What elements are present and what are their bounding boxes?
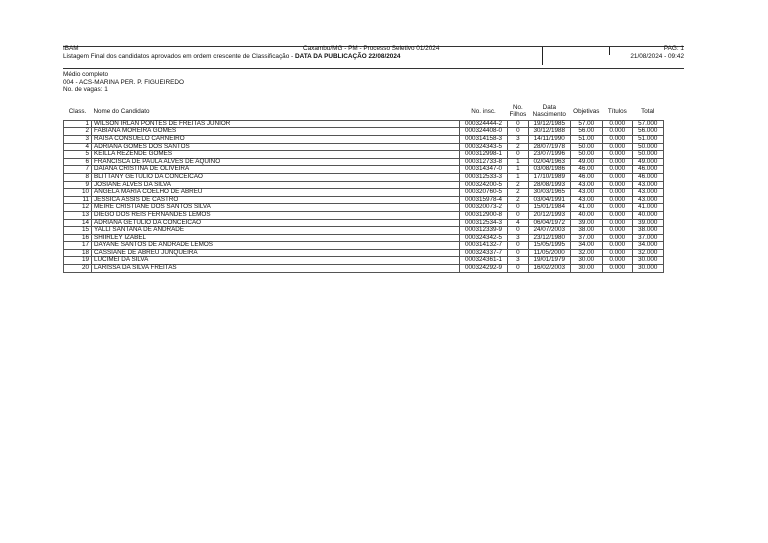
cell-tit: 0.000	[602, 249, 632, 257]
results-table	[63, 103, 664, 273]
cell-nasc: 28/08/1993	[528, 181, 570, 189]
cell-obj: 34.00	[570, 242, 602, 250]
cell-obj: 57.00	[570, 120, 602, 128]
header-bottom-rule	[63, 68, 684, 69]
col-insc: No. insc.	[471, 107, 496, 115]
cell-obj: 32.00	[570, 249, 602, 257]
cell-name: ANGELA MARIA COELHO DE ABREU	[92, 189, 460, 197]
col-tit: Títulos	[607, 107, 627, 115]
cell-total: 43.000	[632, 189, 663, 197]
cell-nasc: 03/04/1991	[528, 196, 570, 204]
cell-tit: 0.000	[602, 189, 632, 197]
org-name: IBAM	[63, 45, 79, 52]
cell-obj: 43.00	[570, 189, 602, 197]
cell-tit: 0.000	[602, 173, 632, 181]
cell-total: 37.000	[632, 234, 663, 242]
cell-insc: 000320760-5	[460, 189, 508, 197]
cell-nasc: 15/01/1984	[528, 204, 570, 212]
cell-nasc: 30/03/1965	[528, 189, 570, 197]
cell-tit: 0.000	[602, 227, 632, 235]
cell-tit: 0.000	[602, 143, 632, 151]
document-page	[63, 45, 684, 273]
education-level: Médio completo	[63, 71, 109, 78]
table-body	[64, 120, 664, 272]
cell-tit: 0.000	[602, 158, 632, 166]
cell-tit: 0.000	[602, 242, 632, 250]
cell-insc: 000320073-2	[460, 204, 508, 212]
cell-tit: 0.000	[602, 265, 632, 273]
cell-insc: 000314158-3	[460, 135, 508, 143]
cell-total: 51.000	[632, 135, 663, 143]
col-obj: Objetivas	[573, 107, 600, 115]
cell-insc: 000324292-9	[460, 265, 508, 273]
cell-nasc: 30/12/1988	[528, 128, 570, 136]
cell-total: 30.000	[632, 265, 663, 273]
cell-nasc: 17/10/1989	[528, 173, 570, 181]
cell-nasc: 16/02/2003	[528, 265, 570, 273]
cell-insc: 000324200-5	[460, 181, 508, 189]
cell-total: 49.000	[632, 158, 663, 166]
cell-obj: 37.00	[570, 234, 602, 242]
cell-name: KEILLA REZENDE GOMES	[92, 151, 460, 159]
cell-total: 46.000	[632, 173, 663, 181]
report-header	[63, 45, 684, 71]
cell-class: 20	[64, 265, 92, 273]
cell-tit: 0.000	[602, 166, 632, 174]
cell-tit: 0.000	[602, 196, 632, 204]
cell-total: 56.000	[632, 128, 663, 136]
cell-insc: 000312339-9	[460, 227, 508, 235]
cell-class: 3	[64, 135, 92, 143]
cell-tit: 0.000	[602, 211, 632, 219]
cell-nasc: 24/07/2003	[528, 227, 570, 235]
cell-class: 5	[64, 151, 92, 159]
cell-total: 38.000	[632, 227, 663, 235]
table-row	[64, 265, 664, 273]
cell-insc: 000314347-0	[460, 166, 508, 174]
cell-obj: 46.00	[570, 166, 602, 174]
cell-filhos: 2	[508, 181, 529, 189]
cell-filhos: 0	[508, 249, 529, 257]
cell-filhos: 0	[508, 242, 529, 250]
cell-obj: 51.00	[570, 135, 602, 143]
table-row	[64, 227, 664, 235]
col-nasc-line1: Data	[542, 104, 556, 112]
cell-filhos: 0	[508, 227, 529, 235]
cell-total: 43.000	[632, 196, 663, 204]
cell-nasc: 15/05/1995	[528, 242, 570, 250]
cell-filhos: 2	[508, 143, 529, 151]
cell-class: 4	[64, 143, 92, 151]
cell-name: DAIANA CRISTINA DE OLIVEIRA	[92, 166, 460, 174]
cell-insc: 000324337-7	[460, 249, 508, 257]
cell-class: 19	[64, 257, 92, 265]
cell-obj: 49.00	[570, 158, 602, 166]
subtitle-text: Listagem Final dos candidatos aprovados em ordem crescente de Classificação -	[63, 53, 295, 60]
cell-obj: 41.00	[570, 204, 602, 212]
cell-tit: 0.000	[602, 135, 632, 143]
cell-class: 9	[64, 181, 92, 189]
cell-obj: 43.00	[570, 181, 602, 189]
cell-obj: 50.00	[570, 151, 602, 159]
cell-name: WILSON IRLAN PONTES DE FREITAS JUNIOR	[92, 120, 460, 128]
cell-class: 6	[64, 158, 92, 166]
cell-name: DAYANE SANTOS DE ANDRADE LEMOS	[92, 242, 460, 250]
cell-obj: 30.00	[570, 265, 602, 273]
cell-class: 8	[64, 173, 92, 181]
cell-total: 43.000	[632, 181, 663, 189]
cell-tit: 0.000	[602, 204, 632, 212]
table-header-row	[64, 103, 664, 121]
header-right	[630, 45, 684, 61]
cell-obj: 39.00	[570, 219, 602, 227]
cell-nasc: 14/11/1990	[528, 135, 570, 143]
position-name: 004 - ACS-MARINA PER. P. FIGUEIREDO	[63, 78, 184, 86]
cell-total: 34.000	[632, 242, 663, 250]
cell-filhos: 0	[508, 204, 529, 212]
cell-total: 41.000	[632, 204, 663, 212]
col-nasc-line2: Nascimento	[532, 111, 566, 119]
cell-name: BLITTANY GETULIO DA CONCEICAO	[92, 173, 460, 181]
cell-insc: 000324444-2	[460, 120, 508, 128]
cell-nasc: 11/05/2000	[528, 249, 570, 257]
position-info	[63, 71, 684, 94]
table-row	[64, 173, 664, 181]
col-filhos-line1: No.	[512, 104, 523, 112]
cell-insc: 000315978-4	[460, 196, 508, 204]
cell-obj: 50.00	[570, 143, 602, 151]
table-row	[64, 135, 664, 143]
cell-obj: 56.00	[570, 128, 602, 136]
cell-filhos: 0	[508, 128, 529, 136]
cell-insc: 000312533-3	[460, 173, 508, 181]
cell-tit: 0.000	[602, 234, 632, 242]
cell-insc: 000312733-8	[460, 158, 508, 166]
cell-obj: 30.00	[570, 257, 602, 265]
col-nasc	[528, 103, 570, 121]
publication-date: DATA DA PUBLICAÇÃO 22/08/2024	[294, 53, 401, 60]
cell-tit: 0.000	[602, 128, 632, 136]
cell-total: 46.000	[632, 166, 663, 174]
table-row	[64, 211, 664, 219]
cell-filhos: 4	[508, 219, 529, 227]
cell-nasc: 20/12/1993	[528, 211, 570, 219]
cell-class: 1	[64, 120, 92, 128]
col-total: Total	[641, 107, 655, 115]
col-name: Nome do Candidato	[93, 107, 150, 115]
cell-filhos: 0	[508, 265, 529, 273]
report-subtitle	[63, 53, 400, 61]
cell-filhos: 2	[508, 196, 529, 204]
cell-class: 2	[64, 128, 92, 136]
cell-filhos: 3	[508, 234, 529, 242]
cell-total: 30.000	[632, 257, 663, 265]
vacancy-count: No. de vagas: 1	[63, 86, 108, 94]
cell-name: LARISSA DA SILVA FREITAS	[92, 265, 460, 273]
cell-insc: 000312998-1	[460, 151, 508, 159]
cell-name: JOSIANE ALVES DA SILVA	[92, 181, 460, 189]
cell-filhos: 3	[508, 257, 529, 265]
cell-class: 14	[64, 219, 92, 227]
cell-class: 18	[64, 249, 92, 257]
cell-total: 40.000	[632, 211, 663, 219]
cell-total: 50.000	[632, 151, 663, 159]
cell-nasc: 23/07/1996	[528, 151, 570, 159]
cell-filhos: 0	[508, 120, 529, 128]
cell-filhos: 1	[508, 166, 529, 174]
cell-tit: 0.000	[602, 120, 632, 128]
cell-name: SHIIRLEY IZABEL	[92, 234, 460, 242]
report-timestamp: 21/08/2024 - 09:42	[630, 53, 684, 60]
cell-insc: 000324408-0	[460, 128, 508, 136]
cell-nasc: 19/12/1985	[528, 120, 570, 128]
header-divider-2	[609, 47, 610, 55]
cell-obj: 38.00	[570, 227, 602, 235]
cell-nasc: 06/04/1972	[528, 219, 570, 227]
process-title: Caxambu/MG - PM - Processo Seletivo 01/2024	[303, 45, 440, 52]
cell-class: 12	[64, 204, 92, 212]
col-filhos-line2: Filhos	[509, 111, 527, 119]
cell-class: 13	[64, 211, 92, 219]
cell-nasc: 19/01/1979	[528, 257, 570, 265]
cell-nasc: 28/07/1978	[528, 143, 570, 151]
cell-insc: 000312534-3	[460, 219, 508, 227]
cell-insc: 000324361-1	[460, 257, 508, 265]
cell-obj: 40.00	[570, 211, 602, 219]
cell-insc: 000314132-7	[460, 242, 508, 250]
cell-class: 16	[64, 234, 92, 242]
page-number: PAG: 1	[663, 45, 684, 52]
cell-nasc: 02/04/1963	[528, 158, 570, 166]
cell-filhos: 0	[508, 211, 529, 219]
cell-total: 39.000	[632, 219, 663, 227]
table-row	[64, 249, 664, 257]
cell-name: MEIRE CRISTIANE DOS SANTOS SILVA	[92, 204, 460, 212]
col-class: Class.	[68, 107, 87, 115]
cell-filhos: 2	[508, 189, 529, 197]
cell-class: 17	[64, 242, 92, 250]
cell-class: 7	[64, 166, 92, 174]
cell-class: 11	[64, 196, 92, 204]
cell-name: CASSIANE DE ABREU JUNQUEIRA	[92, 249, 460, 257]
cell-name: FABIANA MOREIRA GOMES	[92, 128, 460, 136]
cell-insc: 000324342-5	[460, 234, 508, 242]
cell-nasc: 23/12/1980	[528, 234, 570, 242]
cell-tit: 0.000	[602, 151, 632, 159]
cell-name: LUCIMEI DA SILVA	[92, 257, 460, 265]
cell-insc: 000312900-8	[460, 211, 508, 219]
cell-name: ADRIANA GOMES DOS SANTOS	[92, 143, 460, 151]
cell-filhos: 1	[508, 173, 529, 181]
cell-name: DIEGO DOS REIS FERNANDES LEMOS	[92, 211, 460, 219]
col-filhos	[508, 103, 529, 121]
header-divider	[542, 47, 543, 65]
cell-total: 32.000	[632, 249, 663, 257]
cell-tit: 0.000	[602, 181, 632, 189]
cell-filhos: 1	[508, 158, 529, 166]
cell-filhos: 3	[508, 135, 529, 143]
cell-total: 50.000	[632, 143, 663, 151]
cell-obj: 43.00	[570, 196, 602, 204]
cell-name: FRANCISCA DE PAULA ALVES DE AQUINO	[92, 158, 460, 166]
cell-name: JESSICA ASSIS DE CASTRO	[92, 196, 460, 204]
cell-name: YALLI SANTANA DE ANDRADE	[92, 227, 460, 235]
cell-tit: 0.000	[602, 219, 632, 227]
cell-obj: 46.00	[570, 173, 602, 181]
cell-class: 10	[64, 189, 92, 197]
cell-insc: 000324343-5	[460, 143, 508, 151]
cell-nasc: 03/08/1986	[528, 166, 570, 174]
cell-class: 15	[64, 227, 92, 235]
cell-name: RAISA CONSUELO CARNEIRO	[92, 135, 460, 143]
cell-tit: 0.000	[602, 257, 632, 265]
cell-total: 57.000	[632, 120, 663, 128]
cell-filhos: 0	[508, 151, 529, 159]
cell-name: ADRIANA GETULIO DA CONCEICAO	[92, 219, 460, 227]
